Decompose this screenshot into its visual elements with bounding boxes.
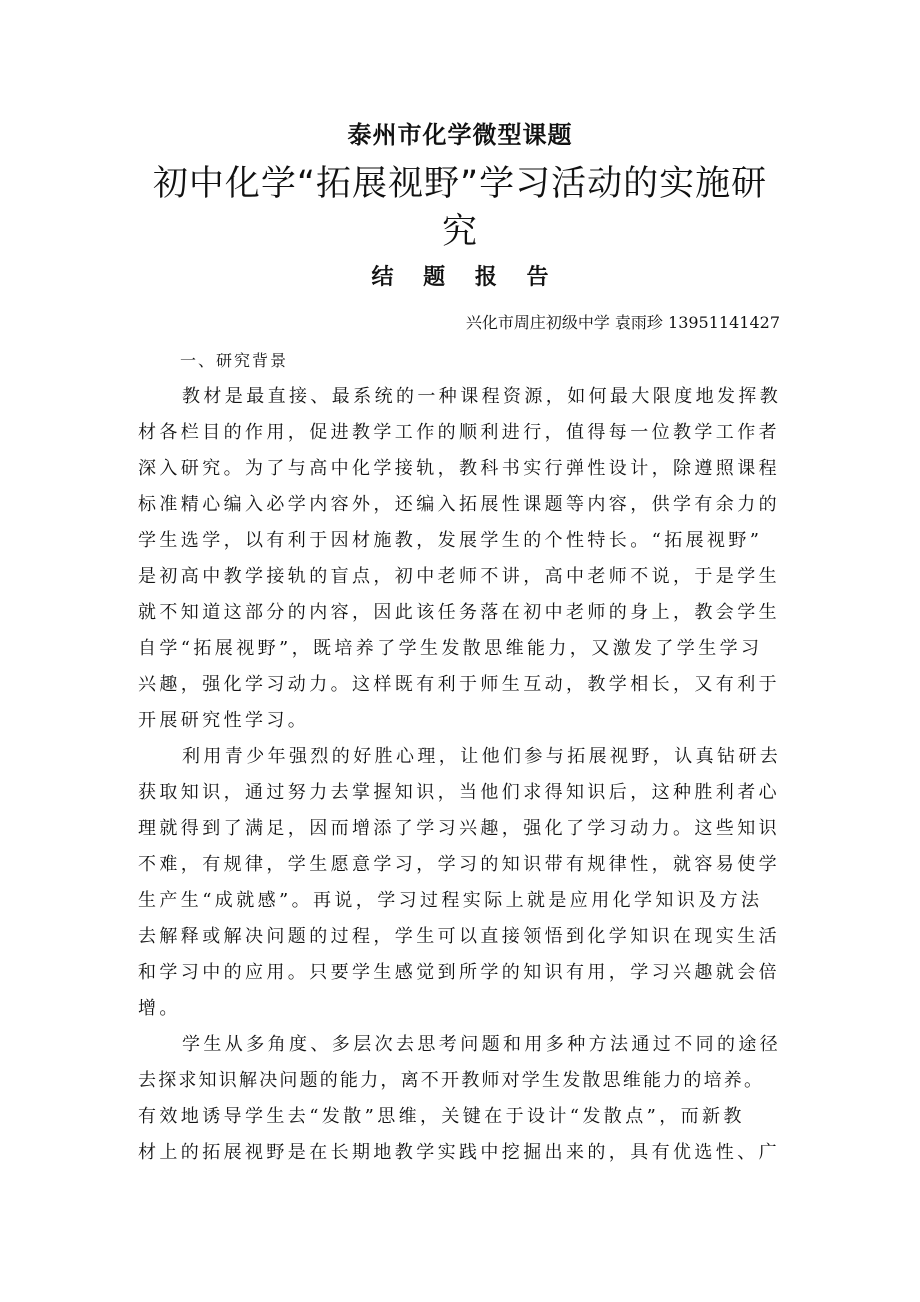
document-title: 初中化学“拓展视野”学习活动的实施研究 [152, 164, 768, 252]
author-line: 兴化市周庄初级中学 袁雨珍 13951141427 [465, 313, 780, 332]
paragraph-line: 生产生“成就感”。再说，学习过程实际上就是应用化学知识及方法 [138, 890, 763, 911]
section-heading: 一、研究背景 [180, 351, 289, 370]
paragraph-line: 获取知识，通过努力去掌握知识，当他们求得知识后，这种胜利者心 [138, 782, 780, 803]
paragraph-line: 是初高中教学接轨的盲点，初中老师不讲，高中老师不说，于是学生 [138, 566, 780, 587]
paragraph-line: 理就得到了满足，因而增添了学习兴趣，强化了学习动力。这些知识 [138, 818, 780, 839]
document-subtitle: 结 题 报 告 [371, 265, 560, 290]
paragraph-line: 去探求知识解决问题的能力，离不开教师对学生发散思维能力的培养。 [138, 1070, 765, 1091]
paragraph-line: 教材是最直接、最系统的一种课程资源，如何最大限度地发挥教 [182, 386, 782, 407]
paragraph-line: 深入研究。为了与高中化学接轨，教科书实行弹性设计，除遵照课程 [138, 458, 780, 479]
paragraph-line: 有效地诱导学生去“发散”思维，关键在于设计“发散点”，而新教 [138, 1106, 745, 1127]
paragraph-line: 学生选学，以有利于因材施教，发展学生的个性特长。“拓展视野” [138, 530, 763, 551]
document-supertitle: 泰州市化学微型课题 [347, 121, 573, 149]
paragraph [138, 739, 782, 1027]
document-body [138, 343, 782, 1171]
paragraph-line: 自学“拓展视野”，既培养了学生发散思维能力，又激发了学生学习 [138, 638, 763, 659]
paragraph-line: 增。 [138, 998, 181, 1019]
paragraph-line: 不难，有规律，学生愿意学习，学习的知识带有规律性，就容易使学 [138, 854, 780, 875]
paragraph-line: 开展研究性学习。 [138, 710, 310, 731]
paragraph [138, 379, 782, 739]
paragraph [138, 1027, 782, 1171]
paragraph-line: 去解释或解决问题的过程，学生可以直接领悟到化学知识在现实生活 [138, 926, 780, 947]
paragraph-line: 就不知道这部分的内容，因此该任务落在初中老师的身上，教会学生 [138, 602, 780, 623]
paragraph-line: 材上的拓展视野是在长期地教学实践中挖掘出来的，具有优选性、广 [138, 1142, 780, 1163]
paragraph-line: 兴趣，强化学习动力。这样既有利于师生互动，教学相长，又有利于 [138, 674, 780, 695]
paragraph-line: 和学习中的应用。只要学生感觉到所学的知识有用，学习兴趣就会倍 [138, 962, 780, 983]
paragraph-line: 标准精心编入必学内容外，还编入拓展性课题等内容，供学有余力的 [138, 494, 780, 515]
paragraph-line: 利用青少年强烈的好胜心理，让他们参与拓展视野，认真钻研去 [182, 746, 782, 767]
paragraph-line: 学生从多角度、多层次去思考问题和用多种方法通过不同的途径 [182, 1034, 782, 1055]
paragraph-line: 材各栏目的作用，促进教学工作的顺利进行，值得每一位教学工作者 [138, 422, 780, 443]
